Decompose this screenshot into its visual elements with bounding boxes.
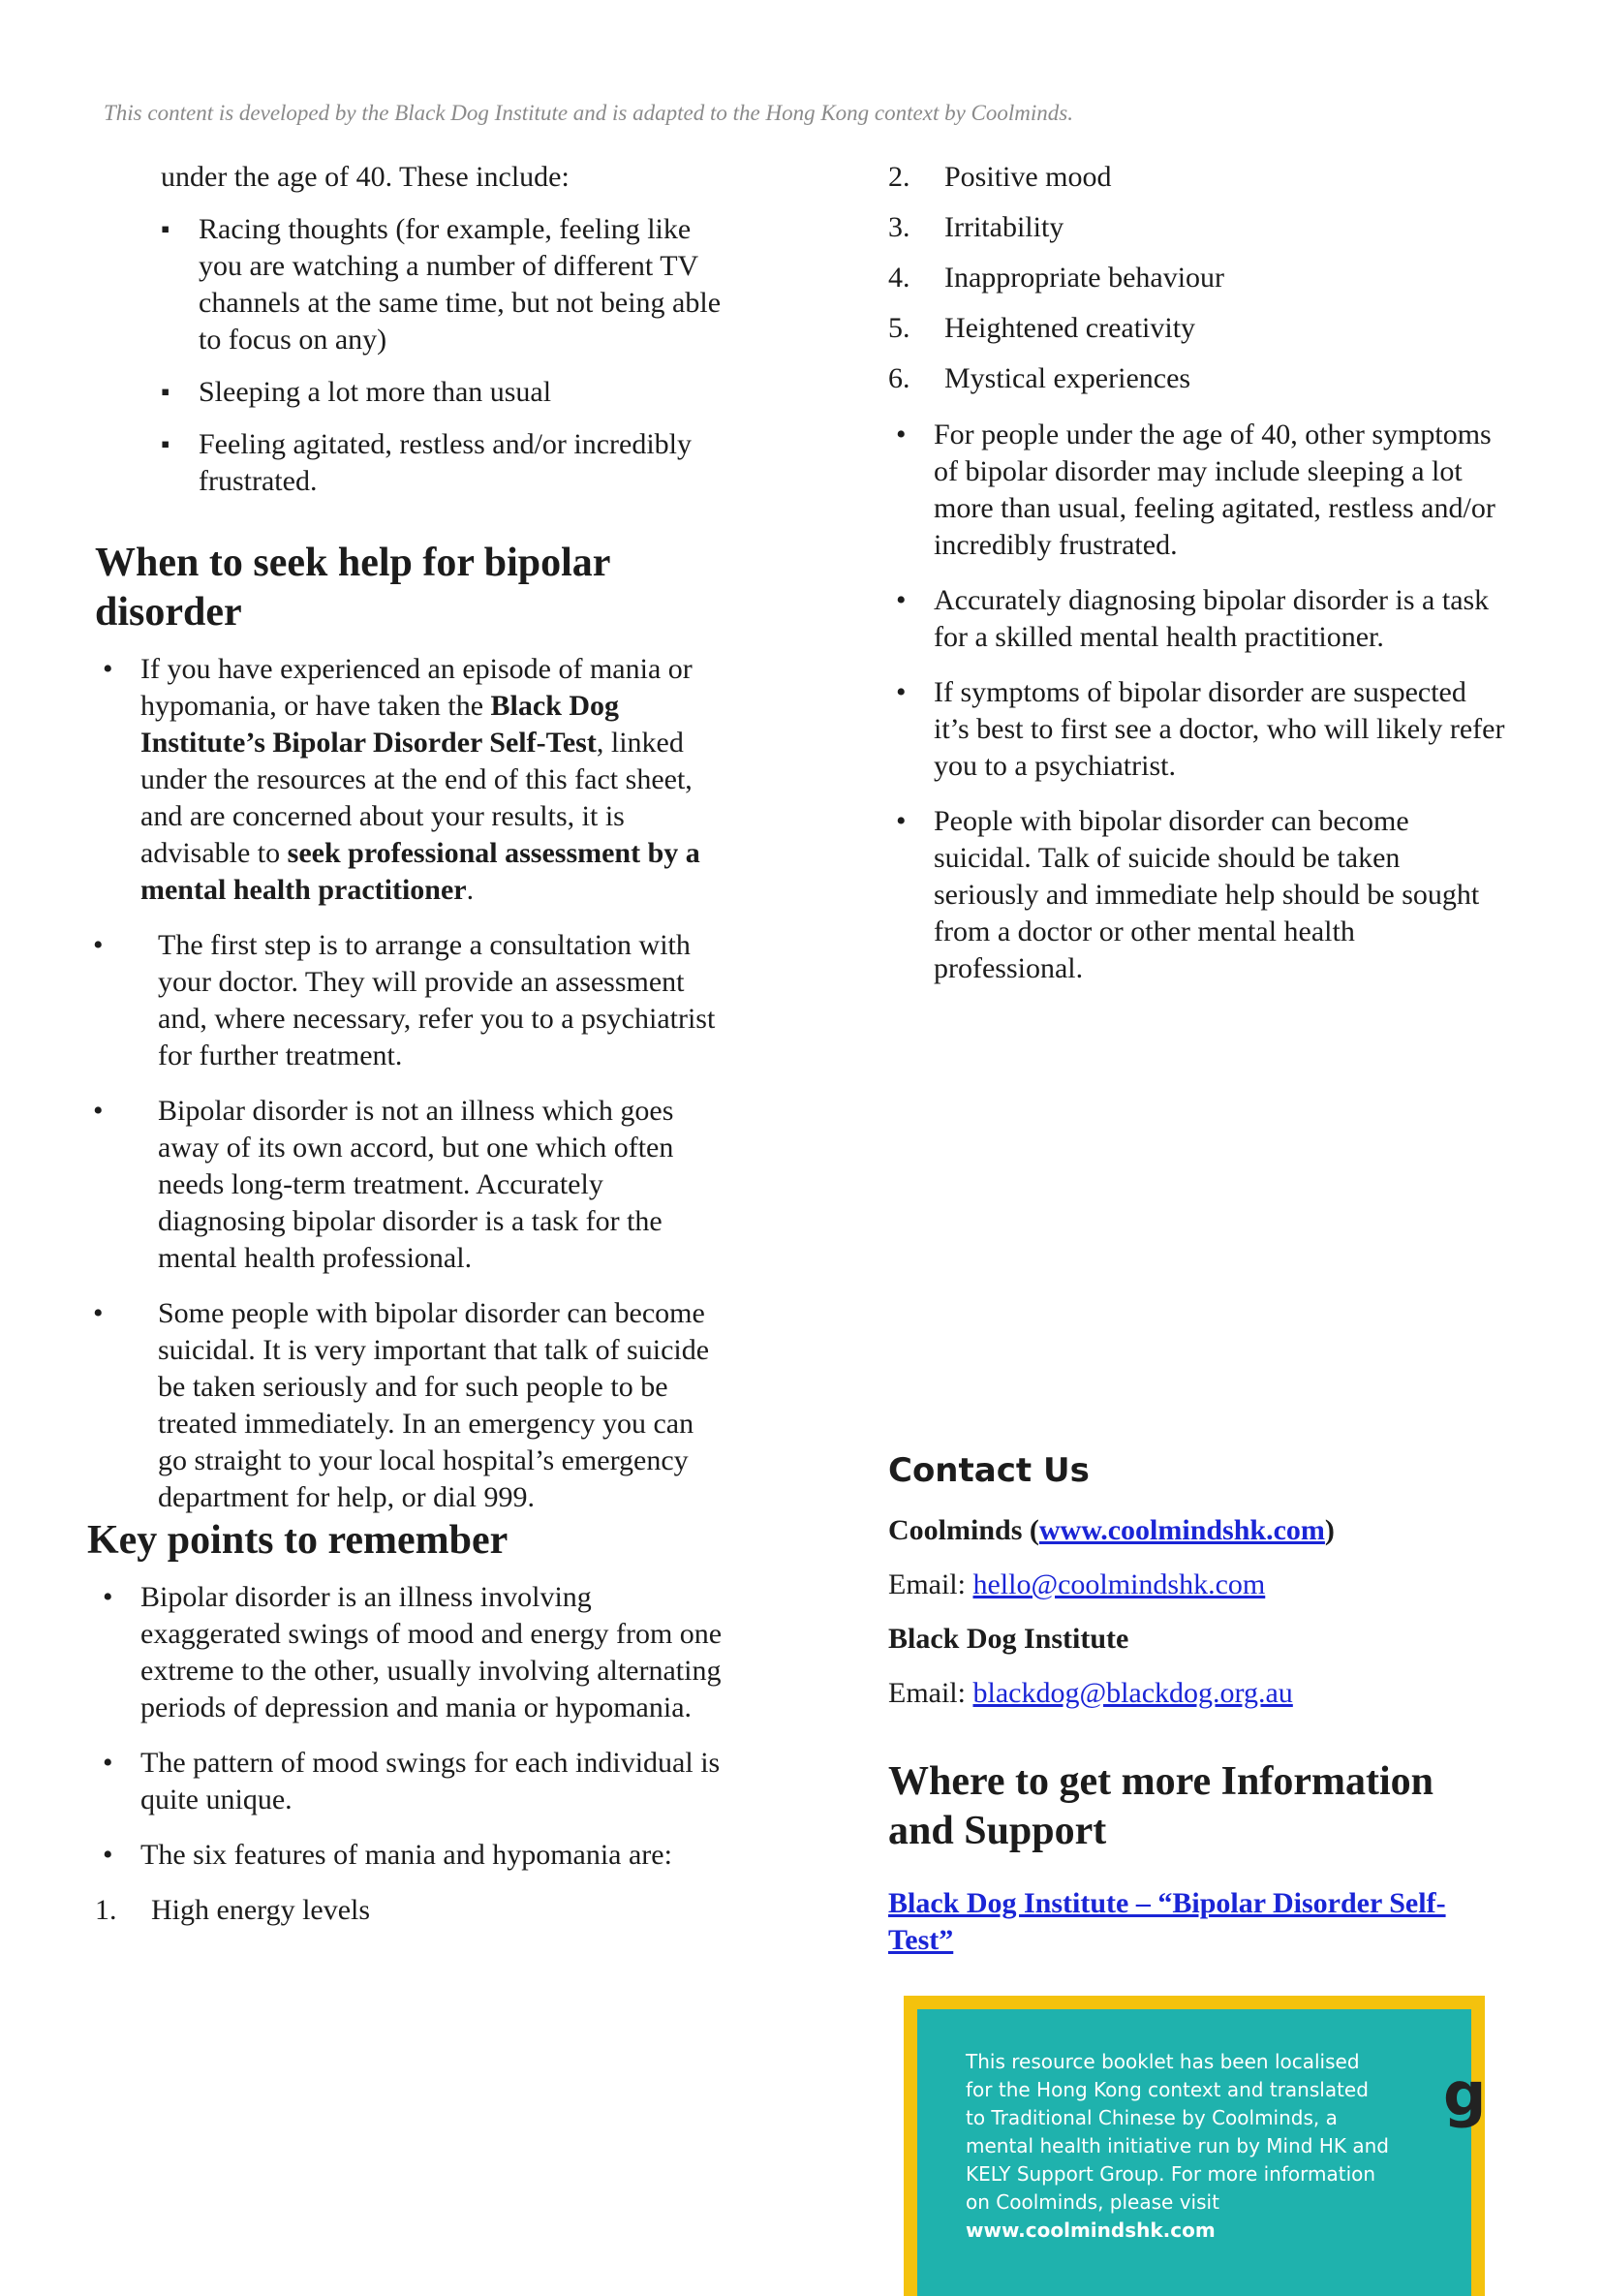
black-dog-name: Black Dog Institute bbox=[888, 1623, 1129, 1655]
list-item: • The six features of mania and hypomania are: bbox=[95, 1837, 724, 1874]
list-item: 6. Mystical experiences bbox=[888, 362, 1191, 394]
list-item: ▪ Sleeping a lot more than usual bbox=[95, 374, 724, 411]
key-points-continued-list bbox=[888, 417, 1508, 987]
list-item: • If you have experienced an episode of mania or hypomania, or have taken the Black Dog Institute’s Bipolar Disorder Self-Test, linked under the resources at the end of this fact sheet, and are concerned about your results, it is advisable to seek professional assessment by a mental health practitioner. bbox=[95, 651, 724, 909]
contact-section bbox=[888, 1451, 1508, 1959]
list-item: 1. High energy levels bbox=[95, 1894, 371, 1926]
list-item: • For people under the age of 40, other symptoms of bipolar disorder may include sleeping a lot more than usual, feeling agitated, restless and/or incredibly frustrated. bbox=[888, 417, 1508, 564]
list-item: • Bipolar disorder is not an illness which goes away of its own accord, but one which often needs long-term treatment. Accurately diagnosing bipolar disorder is a task for the mental health professional. bbox=[95, 1093, 724, 1277]
coolminds-email-link[interactable]: hello@coolmindshk.com bbox=[972, 1568, 1266, 1600]
list-item: 3. Irritability bbox=[888, 211, 1064, 243]
black-dog-email-link[interactable]: blackdog@blackdog.org.au bbox=[972, 1677, 1293, 1709]
coolminds-line: Coolminds (www.coolmindshk.com) bbox=[888, 1514, 1335, 1546]
header-note: This content is developed by the Black Dog Institute and is adapted to the Hong Kong context by Coolminds. bbox=[104, 101, 1073, 125]
coolminds-email-line: Email: hello@coolmindshk.com bbox=[888, 1568, 1266, 1600]
list-item: • The pattern of mood swings for each individual is quite unique. bbox=[95, 1745, 724, 1818]
list-item: • The first step is to arrange a consultation with your doctor. They will provide an assessment and, where necessary, refer you to a psychiatrist for further treatment. bbox=[95, 927, 724, 1074]
self-test-name: Black Dog Institute’s Bipolar Disorder Self-Test bbox=[140, 690, 620, 759]
list-item: ▪ Racing thoughts (for example, feeling like you are watching a number of different TV channels at the same time, but not being able to focus on any) bbox=[95, 211, 724, 358]
contact-title: Contact Us bbox=[888, 1451, 1090, 1490]
list-item: ▪ Feeling agitated, restless and/or incredibly frustrated. bbox=[95, 426, 724, 500]
clipped-heading-fragment: g bbox=[1443, 2059, 1487, 2129]
list-item: • Bipolar disorder is an illness involving exaggerated swings of mood and energy from one extreme to the other, usually involving alternating periods of depression and mania or hypomania. bbox=[95, 1579, 724, 1726]
list-item: • Some people with bipolar disorder can become suicidal. It is very important that talk of suicide be taken seriously and for such people to be treated immediately. In an emergency you can go straight to your local hospital’s emergency department for help, or dial 999. bbox=[95, 1295, 724, 1516]
self-test-link[interactable]: Black Dog Institute – “Bipolar Disorder Self-Test” bbox=[888, 1887, 1446, 1956]
list-item: • Accurately diagnosing bipolar disorder is a task for a skilled mental health practitioner. bbox=[888, 582, 1508, 656]
symptoms-intro: under the age of 40. These include: bbox=[161, 161, 570, 193]
key-points-heading: Key points to remember bbox=[87, 1518, 509, 1563]
callout-website: www.coolmindshk.com bbox=[966, 2218, 1216, 2242]
seek-help-list bbox=[95, 651, 724, 909]
sub-symptom-list bbox=[95, 211, 724, 500]
black-dog-email-line: Email: blackdog@blackdog.org.au bbox=[888, 1677, 1293, 1709]
when-to-seek-help-heading: When to seek help for bipolar disorder bbox=[95, 541, 610, 635]
coolminds-website-link[interactable]: www.coolmindshk.com bbox=[1038, 1514, 1325, 1546]
more-info-heading: Where to get more Information and Support bbox=[888, 1759, 1433, 1853]
features-list-continued bbox=[888, 159, 1508, 397]
list-item: 2. Positive mood bbox=[888, 161, 1112, 193]
features-list-start bbox=[95, 1892, 724, 1929]
list-item: • People with bipolar disorder can become suicidal. Talk of suicide should be taken seriously and immediate help should be sought from a doctor or other mental health professional. bbox=[888, 803, 1508, 987]
callout-text: This resource booklet has been localised for the Hong Kong context and translated to Traditional Chinese by Coolminds, a mental health initiative run by Mind HK and KELY Support Group. For more information on Coolminds, please visit www.coolmindshk.com bbox=[966, 2048, 1392, 2245]
key-points-list bbox=[95, 1579, 724, 1874]
list-item: 4. Inappropriate behaviour bbox=[888, 262, 1225, 294]
right-column bbox=[888, 159, 1508, 1006]
help-steps-list bbox=[95, 927, 724, 1516]
list-item: 5. Heightened creativity bbox=[888, 312, 1196, 344]
list-item: • If symptoms of bipolar disorder are suspected it’s best to first see a doctor, who will likely refer you to a psychiatrist. bbox=[888, 674, 1508, 785]
seek-assessment-emphasis: seek professional assessment by a mental health practitioner bbox=[140, 837, 700, 906]
coolminds-callout-box bbox=[904, 1996, 1485, 2296]
left-column bbox=[87, 159, 724, 1942]
